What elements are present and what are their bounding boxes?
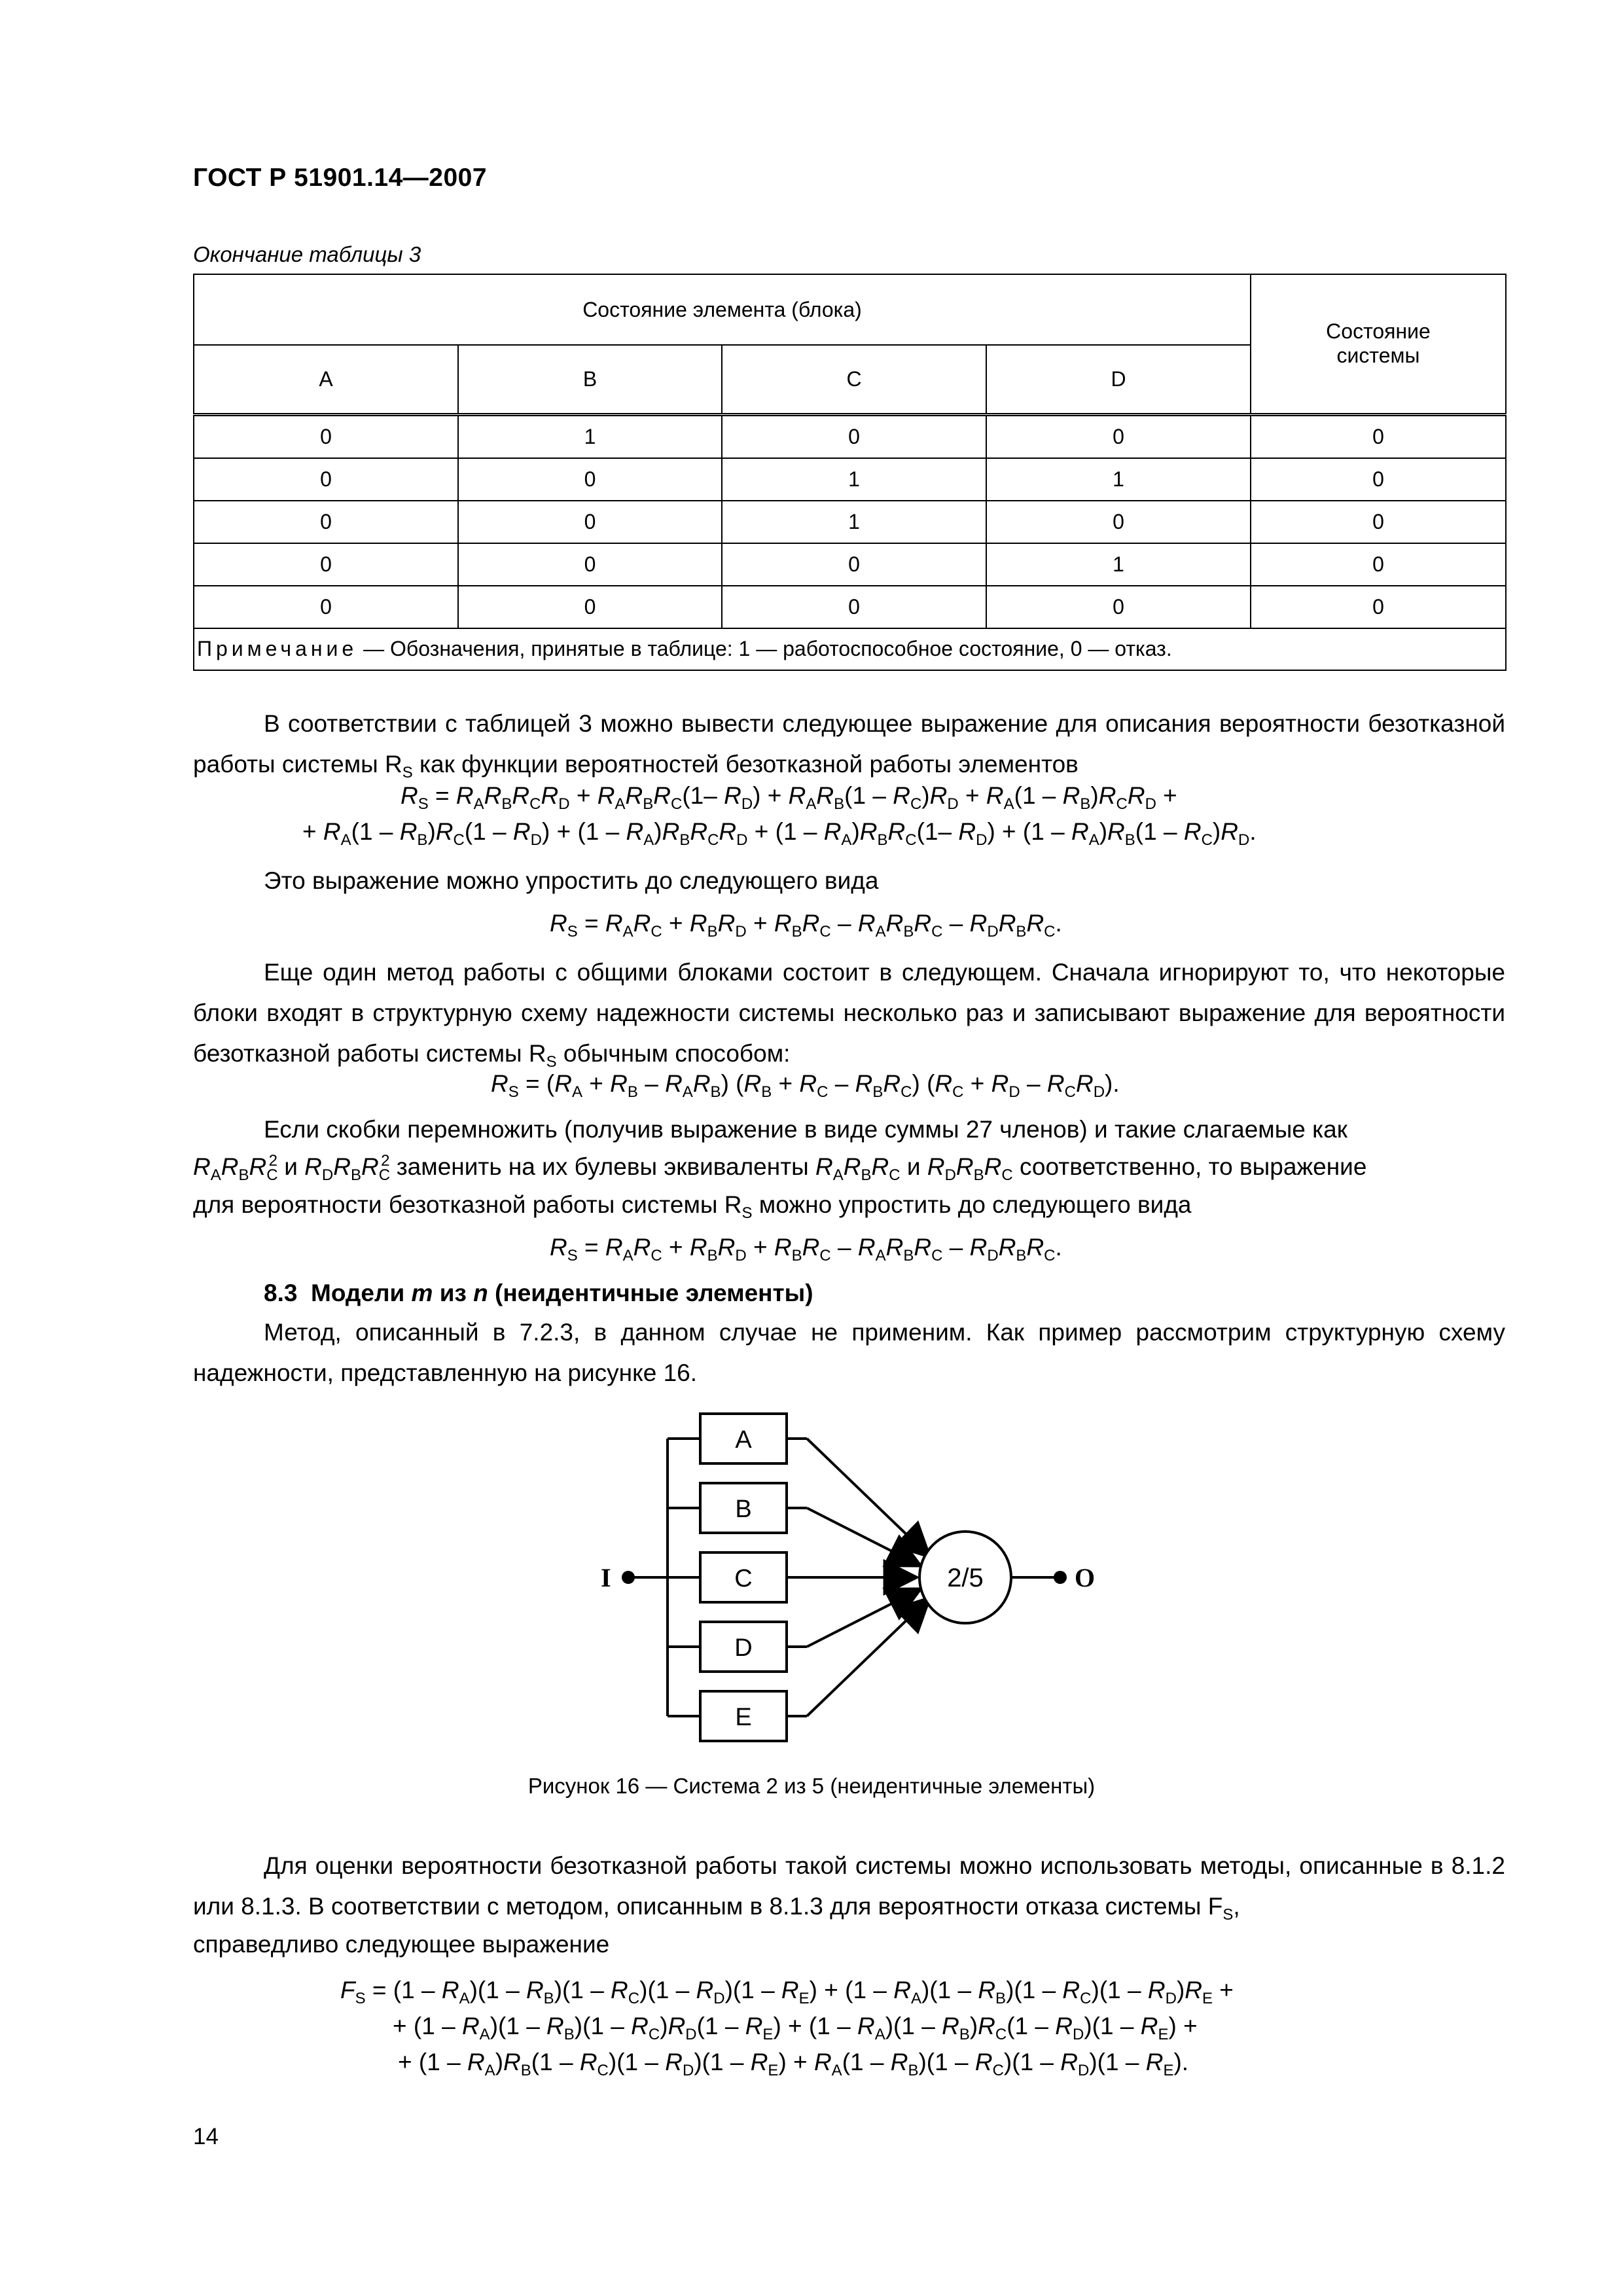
state-table <box>193 274 1507 671</box>
paragraph-4b: $R_AR_BR_C^2$ и $R_DR_BR_C^2$ заменить на их булевы эквиваленты $R_AR_BR_C$ и $R_DR_BR_C$ соответственно, то выражение <box>193 1152 1367 1184</box>
table-row <box>194 501 1506 543</box>
table-note <box>194 628 1506 670</box>
table-cell: 0 <box>194 414 458 458</box>
table-cell: 1 <box>722 501 986 543</box>
section-heading-8-3 <box>264 1280 813 1307</box>
table-cell: 0 <box>1251 458 1506 501</box>
paragraph-text: Еще один метод работы с общими блоками состоит в следующем. Сначала игнорируют то, что некоторые блоки входят в структурную схему надежности системы несколько раз и записывают выражение для вероятности безотказной работы системы R <box>193 959 1505 1067</box>
table-note-row <box>194 628 1506 670</box>
section-title: m <box>411 1280 433 1306</box>
paragraph-text: и <box>900 1153 927 1180</box>
table-cell: 0 <box>194 501 458 543</box>
formula-rs-full-line1: $R_S = R_AR_BR_CR_D + R_AR_BR_C(1-$ $R_D) + R_AR_B(1 - R_C)R_D + R_A(1 - R_B)R_CR_D$ + <box>401 782 1177 813</box>
note-label: Примечание <box>197 637 358 660</box>
paragraph-text: Для оценки вероятности безотказной работы такой системы можно использовать методы, описанные в 8.1.2 или 8.1.3. В соответствии с методом, описанным в 8.1.3 для вероятности отказа системы F <box>193 1852 1505 1920</box>
paragraph-1: В соответствии с таблицей 3 можно вывести следующее выражение для описания вероятности безотказной работы системы $R_S$ как функции вероятностей безотказной работы элементов <box>193 710 1505 781</box>
table-cell: 0 <box>722 586 986 628</box>
formula-fs-line3: + $(1 - R_A)R_B(1 - R_C)(1 - R_D)(1 - R_E) + R_A(1 - R_B)(1 - R_C)(1 - R_D)(1 - R_E)$. <box>398 2049 1189 2079</box>
input-terminal <box>622 1571 635 1584</box>
paragraph-text: можно упростить до следующего вида <box>752 1191 1192 1218</box>
section-title: Модели <box>311 1280 412 1306</box>
block-label: E <box>735 1704 752 1731</box>
formula-fs-line1: $F_S = (1 - R_A)(1 - R_B)(1 - R_C)(1 - R_D)(1 - R_E) + (1 - R_A)(1 - R_B)(1 - R_C)(1 - R_D)R_E$ + <box>340 1977 1234 2007</box>
section-title: n <box>473 1280 488 1306</box>
input-label: I <box>601 1563 611 1592</box>
figure-16-diagram <box>589 1401 1178 1767</box>
paragraph-text: соответственно, то выражение <box>1012 1153 1367 1180</box>
table-caption: Окончание таблицы 3 <box>193 242 421 266</box>
table-cell: 0 <box>722 414 986 458</box>
paragraph-3: Еще один метод работы с общими блоками состоит в следующем. Сначала игнорируют то, что некоторые блоки входят в структурную схему надежности системы несколько раз и записывают выражение для вероятности безотказной работы системы $R_S$ обычным способом: <box>193 959 1505 1071</box>
column-header: A <box>194 345 458 414</box>
paragraph-6: Для оценки вероятности безотказной работы такой системы можно использовать методы, описанные в 8.1.2 или 8.1.3. В соответствии с методом, описанным в 8.1.3 для вероятности отказа системы $F_S$, <box>193 1852 1505 1924</box>
table-cell: 0 <box>458 543 722 586</box>
paragraph-text: заменить на их булевы эквиваленты <box>389 1153 816 1180</box>
paragraph-text: как функции вероятностей безотказной работы элементов <box>412 751 1079 778</box>
table-cell: 0 <box>1251 501 1506 543</box>
table-cell: 0 <box>194 586 458 628</box>
formula-rs-product: $R_S = (R_A + R_B - R_AR_B) (R_B + R_C - R_BR_C) (R_C + R_D - R_CR_D)$. <box>491 1070 1120 1101</box>
table-cell: 0 <box>458 501 722 543</box>
paragraph-text: и <box>277 1153 305 1180</box>
output-terminal <box>1054 1571 1067 1584</box>
note-text: — Обозначения, принятые в таблице: 1 — работоспособное состояние, 0 — отказ. <box>357 637 1172 660</box>
column-header: D <box>986 345 1251 414</box>
figure-caption: Рисунок 16 — Система 2 из 5 (неидентичные элементы) <box>527 1774 1096 1798</box>
table-cell: 1 <box>986 458 1251 501</box>
formula-rs-full-line2: + $R_A(1 - R_B)R_C(1 - R_D) + (1 - R_A)R_BR_CR_D + (1 - R_A)R_BR_C(1-$ $R_D) + (1 - R_A)R_B(1 - R_C)R_D$. <box>302 818 1257 849</box>
block-c <box>668 1552 916 1602</box>
table-cell: 1 <box>458 414 722 458</box>
table-row <box>194 586 1506 628</box>
formula-rs-simplified-2: $R_S = R_AR_C + R_BR_D + R_BR_C - R_AR_BR_C - R_DR_BR_C$. <box>550 1234 1062 1265</box>
paragraph-4a: Если скобки перемножить (получив выражение в виде суммы 27 членов) и такие слагаемые как <box>264 1116 1347 1143</box>
table-cell: 0 <box>458 586 722 628</box>
block-label: D <box>734 1634 753 1662</box>
column-header: B <box>458 345 722 414</box>
table-cell: 0 <box>1251 414 1506 458</box>
section-title: из <box>433 1280 474 1306</box>
table-cell: 0 <box>722 543 986 586</box>
formula-fs-line2: + $(1 - R_A)(1 - R_B)(1 - R_C)R_D(1 - R_E) + (1 - R_A)(1 - R_B)R_C(1 - R_D)(1 - R_E)$ + <box>393 2013 1198 2043</box>
table-cell: 1 <box>722 458 986 501</box>
table-cell: 1 <box>986 543 1251 586</box>
page-number: 14 <box>193 2124 219 2149</box>
system-header: Состояние системы <box>1251 274 1506 414</box>
block-label: B <box>735 1496 752 1523</box>
voter-label: 2/5 <box>947 1564 984 1592</box>
table-cell: 0 <box>986 501 1251 543</box>
group-header: Состояние элемента (блока) <box>194 274 1251 345</box>
table-row <box>194 543 1506 586</box>
formula-rs-simplified-1: $R_S = R_AR_C + R_BR_D + R_BR_C - R_AR_BR_C - R_DR_BR_C$. <box>550 910 1062 941</box>
block-label: C <box>734 1565 753 1592</box>
table-row <box>194 414 1506 458</box>
paragraph-6b: справедливо следующее выражение <box>193 1931 610 1958</box>
paragraph-text: обычным способом: <box>556 1040 791 1067</box>
table-row <box>194 458 1506 501</box>
paragraph-text: В соответствии с таблицей 3 можно вывести следующее выражение для описания вероятности безотказной работы системы R <box>193 710 1505 778</box>
output-label: O <box>1075 1563 1096 1592</box>
table-cell: 0 <box>458 458 722 501</box>
document-header: ГОСТ Р 51901.14—2007 <box>193 164 488 192</box>
table-cell: 0 <box>194 543 458 586</box>
block-label: A <box>735 1426 752 1454</box>
table-cell: 0 <box>986 414 1251 458</box>
table-cell: 0 <box>194 458 458 501</box>
column-header: C <box>722 345 986 414</box>
paragraph-5: Метод, описанный в 7.2.3, в данном случае не применим. Как пример рассмотрим структурную схему надежности, представленную на рисунке 16. <box>193 1319 1505 1386</box>
paragraph-2: Это выражение можно упростить до следующего вида <box>264 867 879 894</box>
paragraph-text: для вероятности безотказной работы системы R <box>193 1191 742 1218</box>
table-cell: 0 <box>1251 543 1506 586</box>
paragraph-4c: для вероятности безотказной работы системы $R_S$ можно упростить до следующего вида <box>193 1191 1192 1222</box>
table-cell: 0 <box>986 586 1251 628</box>
paragraph-text: , <box>1233 1893 1240 1920</box>
section-title: (неидентичные элементы) <box>488 1280 813 1306</box>
table-cell: 0 <box>1251 586 1506 628</box>
section-number: 8.3 <box>264 1280 298 1306</box>
